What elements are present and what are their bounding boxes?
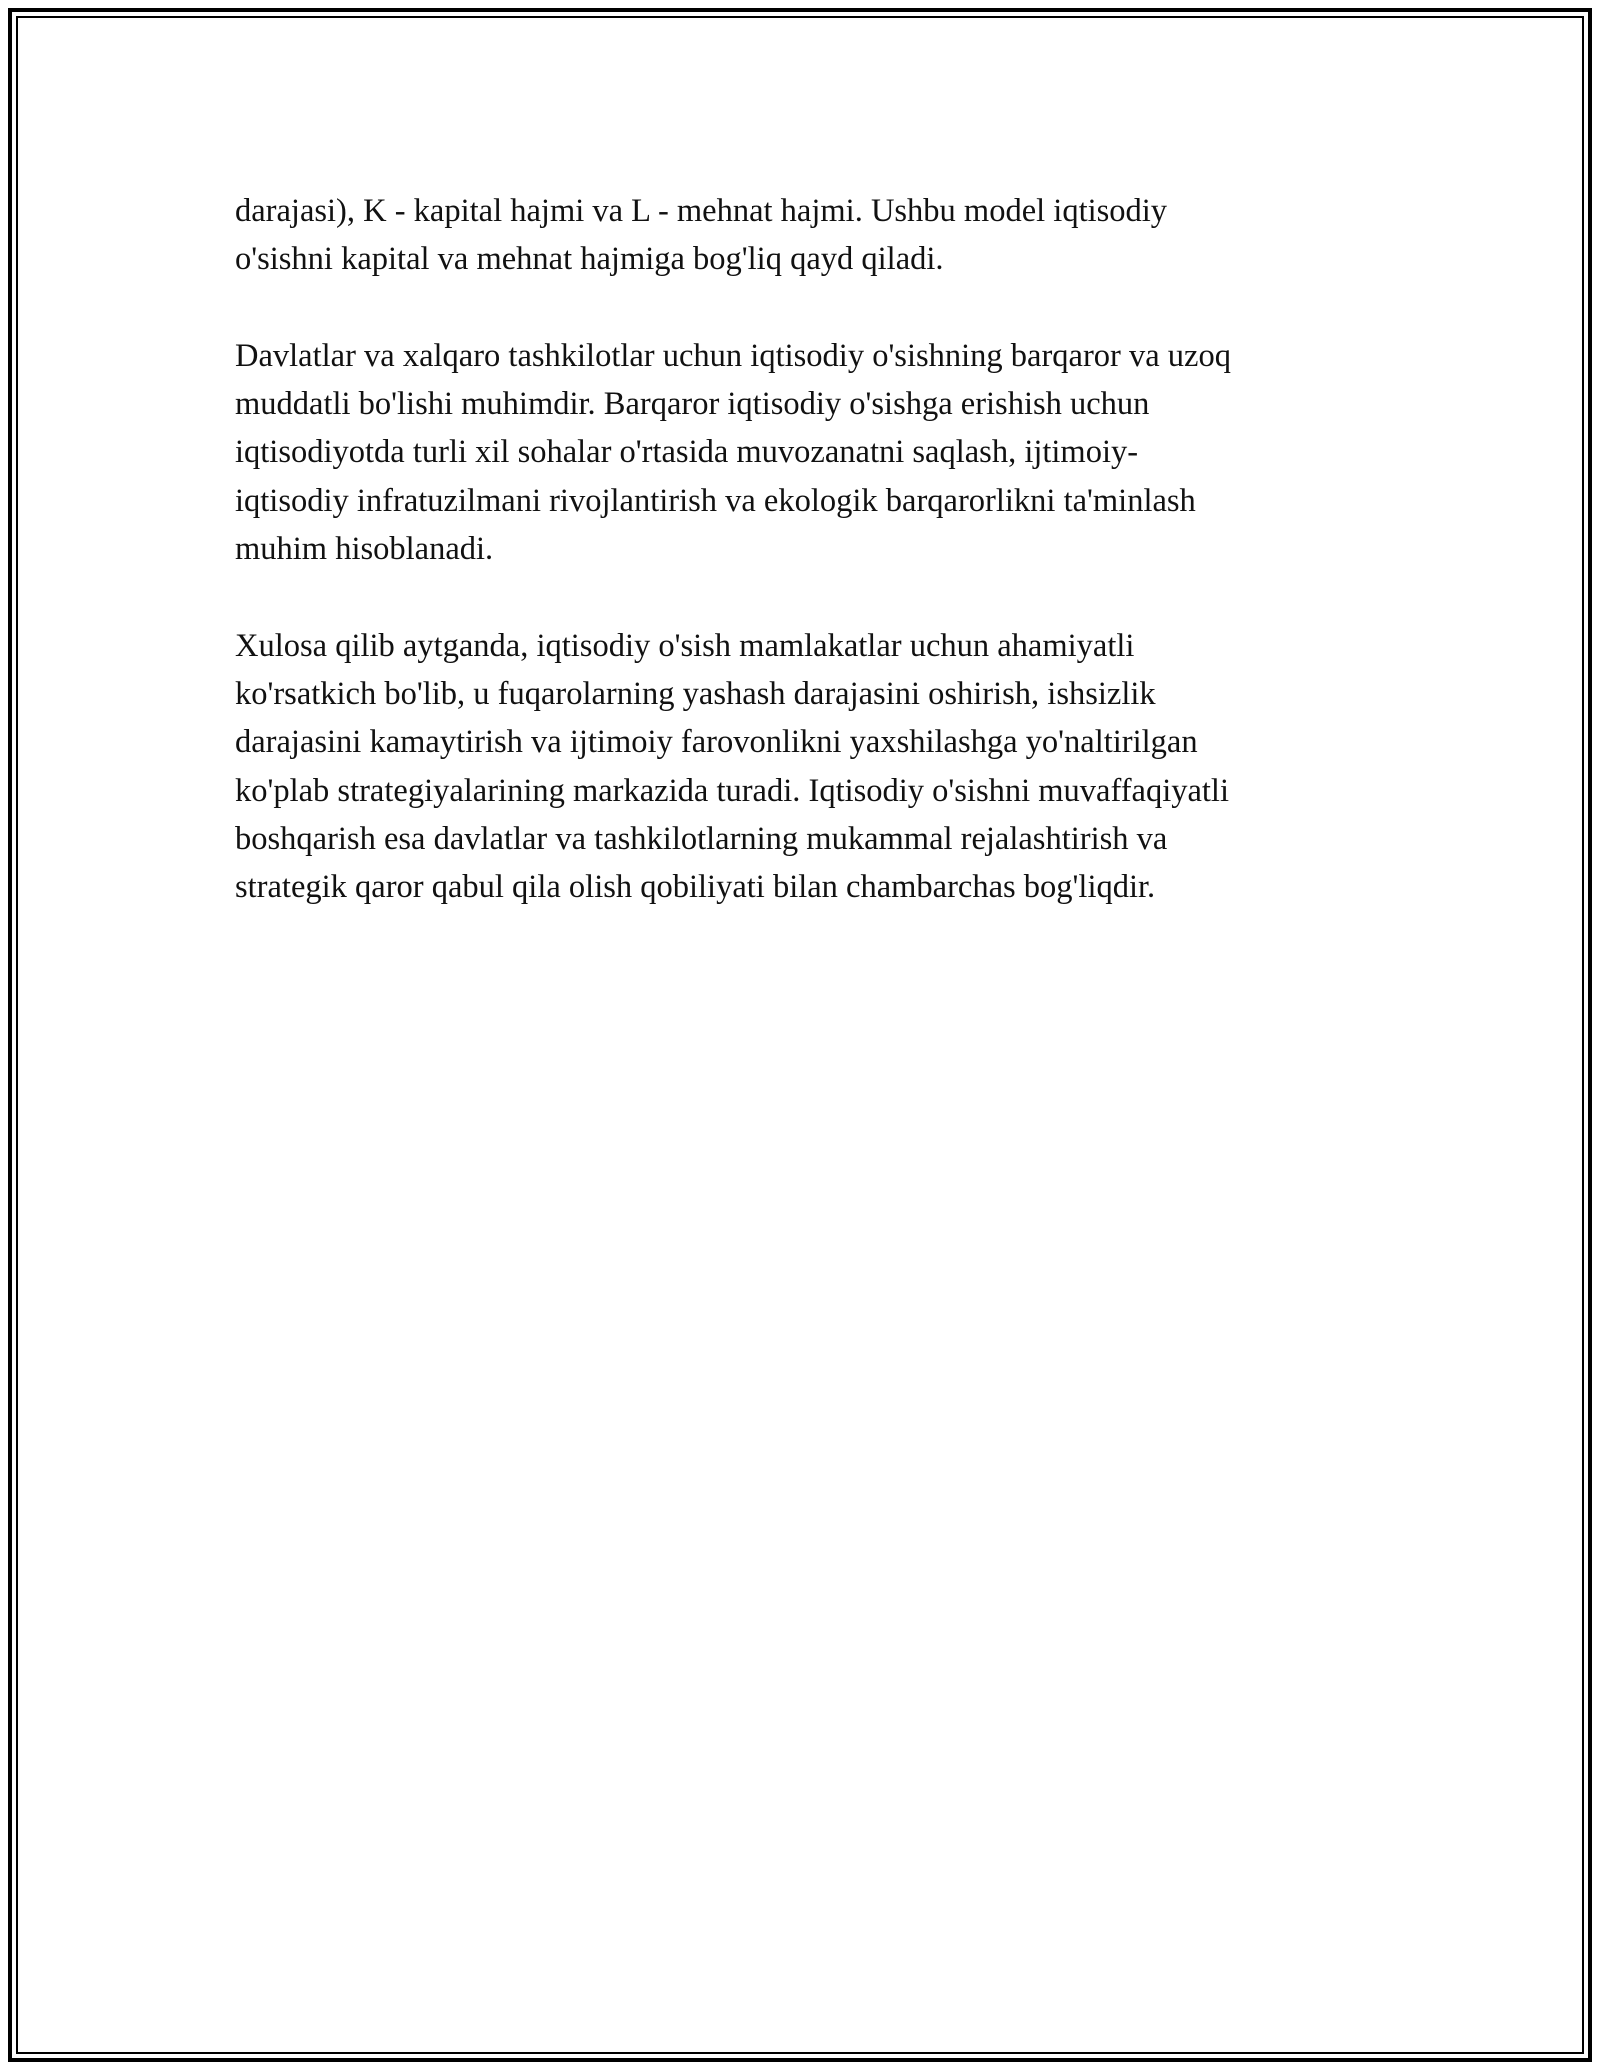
text-line: darajasi), K - kapital hajmi va L - mehnat hajmi. Ushbu model iqtisodiy bbox=[235, 193, 1168, 229]
text-line: iqtisodiy infratuzilmani rivojlantirish va ekologik barqarorlikni ta'minlash bbox=[235, 482, 1196, 519]
paragraph-model-description bbox=[235, 187, 1385, 284]
document-body bbox=[235, 187, 1385, 960]
text-line: o'sishni kapital va mehnat hajmiga bog'liq qayd qiladi. bbox=[235, 241, 944, 278]
text-line: ko'plab strategiyalarining markazida turadi. Iqtisodiy o'sishni muvaffaqiyatli bbox=[235, 772, 1229, 809]
text-line: muhim hisoblanadi. bbox=[235, 531, 494, 568]
paragraph-conclusion bbox=[235, 622, 1385, 912]
text-line: Davlatlar va xalqaro tashkilotlar uchun iqtisodiy o'sishning barqaror va uzoq bbox=[235, 337, 1231, 374]
text-line: strategik qaror qabul qila olish qobiliyati bilan chambarchas bog'liqdir. bbox=[235, 869, 1156, 906]
text-line: ko'rsatkich bo'lib, u fuqarolarning yashash darajasini oshirish, ishsizlik bbox=[235, 675, 1156, 712]
text-line: darajasini kamaytirish va ijtimoiy farovonlikni yaxshilashga yo'naltirilgan bbox=[235, 724, 1198, 761]
text-line: Xulosa qilib aytganda, iqtisodiy o'sish mamlakatlar uchun ahamiyatli bbox=[235, 627, 1135, 664]
text-line: muddatli bo'lishi muhimdir. Barqaror iqtisodiy o'sishga erishish uchun bbox=[235, 386, 1150, 423]
text-line: boshqarish esa davlatlar va tashkilotlarning mukammal rejalashtirish va bbox=[235, 820, 1168, 857]
paragraph-sustainable-growth bbox=[235, 332, 1385, 573]
text-line: iqtisodiyotda turli xil sohalar o'rtasida muvozanatni saqlash, ijtimoiy- bbox=[235, 434, 1139, 471]
